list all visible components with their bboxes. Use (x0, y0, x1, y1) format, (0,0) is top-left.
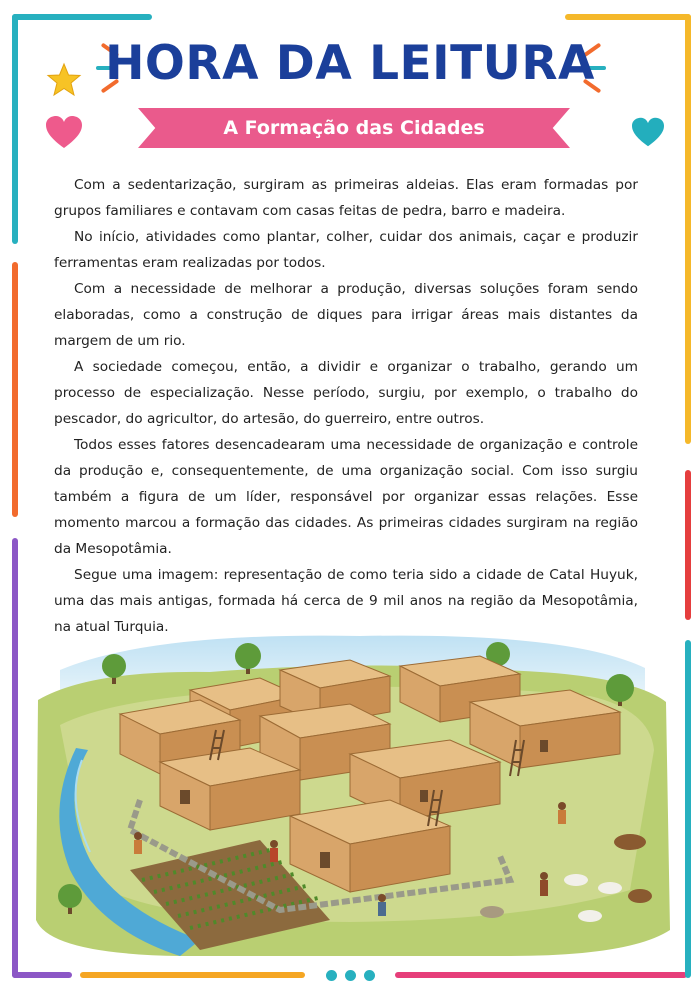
frame-left-purple-bar (12, 538, 18, 978)
paragraph: Segue uma imagem: representação de como teria sido a cidade de Catal Huyuk, uma das mais antigas, formada há cerca de 9 mil anos na região da Mesopotâmia, na atual Turquia. (54, 567, 638, 635)
paragraph: A sociedade começou, então, a dividir e organizar o trabalho, gerando um processo de especialização. Nesse período, surgiu, por exemplo, o trabalho do pescador, do agricultor, do artesão, do guerreiro, entre outros. (54, 359, 638, 427)
paragraph: Com a necessidade de melhorar a produção, diversas soluções foram sendo elaboradas, como a construção de diques para irrigar áreas mais distantes da margem de um rio. (54, 281, 638, 349)
catal-huyuk-illustration (30, 630, 672, 960)
paragraph: Com a sedentarização, surgiram as primeiras aldeias. Elas eram formadas por grupos familiares e contavam com casas feitas de pedra, barro e madeira. (54, 177, 638, 219)
page-title: HORA DA LEITURA (105, 36, 595, 91)
reading-text (54, 172, 638, 640)
footer-dot (364, 970, 375, 981)
frame-bottom-purple-bar (12, 972, 72, 978)
frame-right-red-bar (685, 470, 691, 620)
heart-icon (44, 114, 84, 150)
footer-dot (326, 970, 337, 981)
paragraph: Todos esses fatores desencadearam uma necessidade de organização e controle da produção e, consequentemente, de uma organização social. Com isso surgiu também a figura de um líder, responsável por organizar essas relações. Esse momento marcou a formação das cidades. As primeiras cidades surgiram na região da Mesopotâmia. (54, 437, 638, 557)
footer-dot (345, 970, 356, 981)
subtitle: A Formação das Cidades (223, 117, 485, 139)
frame-right-teal-bar (685, 640, 691, 978)
frame-bottom-orange-bar (80, 972, 305, 978)
frame-left-orange-bar (12, 262, 18, 517)
heart-icon (630, 116, 666, 148)
frame-bottom-pink-bar (395, 972, 687, 978)
paragraph: No início, atividades como plantar, colher, cuidar dos animais, caçar e produzir ferramentas eram realizadas por todos. (54, 229, 638, 271)
frame-top-right-bar (565, 14, 691, 20)
frame-top-left-bar (12, 14, 152, 20)
